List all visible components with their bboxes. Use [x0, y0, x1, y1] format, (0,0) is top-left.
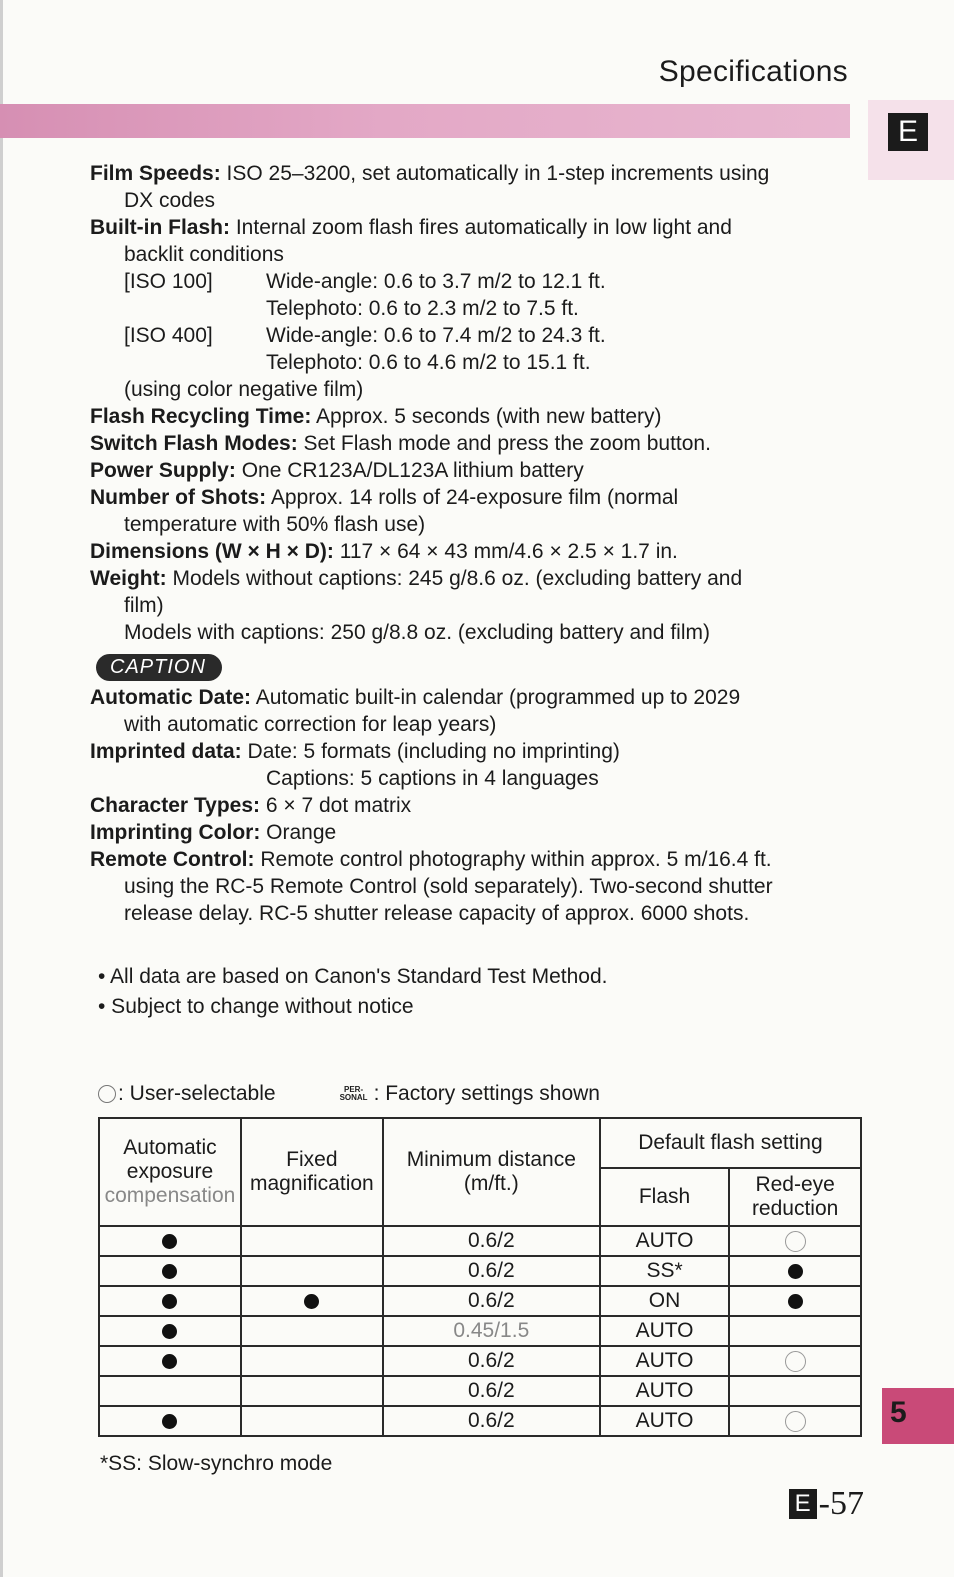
spec-character-types: Character Types: 6 × 7 dot matrix	[90, 794, 412, 817]
note-item: • Subject to change without notice	[98, 995, 414, 1018]
col-header-auto-exposure: Automatic exposure compensation	[99, 1118, 241, 1226]
col-header-red-eye: Red-eye reduction	[729, 1168, 861, 1226]
section-tab-e[interactable]: E	[888, 113, 928, 151]
user-selectable-icon	[785, 1411, 806, 1432]
spec-imprinted-data: Imprinted data: Date: 5 formats (including no imprinting)	[90, 740, 620, 763]
spec-film-speeds: Film Speeds: ISO 25–3200, set automatically in 1-step increments using	[90, 162, 770, 185]
flash-iso100-wide: [ISO 100] Wide-angle: 0.6 to 3.7 m/2 to 12.1 ft.	[124, 270, 606, 293]
user-selectable-icon	[785, 1231, 806, 1252]
selected-dot-icon	[162, 1324, 177, 1339]
flash-iso100-tele: Telephoto: 0.6 to 2.3 m/2 to 7.5 ft.	[266, 297, 579, 320]
table-row: 0.6/2 AUTO	[99, 1226, 861, 1256]
table-row: 0.6/2 ON	[99, 1286, 861, 1316]
selected-dot-icon	[162, 1234, 177, 1249]
notes-list	[98, 962, 607, 1022]
footnote: *SS: Slow-synchro mode	[100, 1452, 333, 1475]
spec-switch-flash: Switch Flash Modes: Set Flash mode and press the zoom button.	[90, 432, 711, 455]
table-legend: : User-selectable PER- SONAL : Factory settings shown	[98, 1082, 600, 1106]
selected-dot-icon	[162, 1414, 177, 1429]
table-row: 0.45/1.5 AUTO	[99, 1316, 861, 1346]
spec-automatic-date: Automatic Date: Automatic built-in calendar (programmed up to 2029	[90, 686, 741, 709]
page-edge	[0, 0, 3, 1577]
spec-imprinting-color: Imprinting Color: Orange	[90, 821, 337, 844]
flash-film-note: (using color negative film)	[124, 378, 364, 401]
header-bar	[0, 104, 850, 138]
table-row: 0.6/2 SS*	[99, 1256, 861, 1286]
spec-dimensions: Dimensions (W × H × D): 117 × 64 × 43 mm/4.6 × 2.5 × 1.7 in.	[90, 540, 678, 563]
selected-dot-icon	[304, 1294, 319, 1309]
col-header-minimum-distance: Minimum distance (m/ft.)	[383, 1118, 600, 1226]
page-number	[789, 1485, 864, 1523]
spec-weight: Weight: Models without captions: 245 g/8.6 oz. (excluding battery and	[90, 567, 743, 590]
flash-settings-table	[98, 1117, 862, 1437]
note-item: • All data are based on Canon's Standard Test Method.	[98, 965, 608, 988]
page-number-value: -57	[818, 1485, 864, 1522]
selected-dot-icon	[788, 1294, 803, 1309]
flash-iso400-wide: [ISO 400] Wide-angle: 0.6 to 7.4 m/2 to 24.3 ft.	[124, 324, 606, 347]
selected-dot-icon	[162, 1354, 177, 1369]
table-row: 0.6/2 AUTO	[99, 1376, 861, 1406]
section-tab-5[interactable]: 5	[882, 1388, 954, 1444]
col-header-default-flash: Default flash setting	[600, 1118, 861, 1168]
table-row: 0.6/2 AUTO	[99, 1346, 861, 1376]
page-title: Specifications	[658, 55, 848, 88]
flash-iso400-tele: Telephoto: 0.6 to 4.6 m/2 to 15.1 ft.	[266, 351, 591, 374]
spec-remote-control: Remote Control: Remote control photography within approx. 5 m/16.4 ft.	[90, 848, 772, 871]
selected-dot-icon	[162, 1264, 177, 1279]
selected-dot-icon	[788, 1264, 803, 1279]
caption-badge: CAPTION	[96, 654, 222, 681]
user-selectable-icon	[98, 1085, 116, 1103]
personal-icon: PER- SONAL	[339, 1085, 368, 1102]
spec-number-of-shots: Number of Shots: Approx. 14 rolls of 24-exposure film (normal	[90, 486, 679, 509]
spec-recycling-time: Flash Recycling Time: Approx. 5 seconds (with new battery)	[90, 405, 662, 428]
spec-power-supply: Power Supply: One CR123A/DL123A lithium battery	[90, 459, 584, 482]
specifications-list: Film Speeds: ISO 25–3200, set automatically in 1-step increments using DX codes Built-in Flash: Internal zoom flash fires automatically in low light and backlit conditions [ISO 100] Wide-angle: 0.6 to 3.7 m/2 to 12.1 ft. Telephoto: 0.6 to 2.3 m/2 to 7.5 ft. [ISO 400] Wide-angle: 0.6 to 7.4 m/2 to 24.3 ft. Telephoto: 0.6 to 4.6 m/2 to 15.1 ft. (using color negative film) Flash Recycling Time: Approx. 5 seconds (with new battery) Switch Flash Modes: Set Flash mode and press the zoom button. Power Supply: One CR123A/DL123A lithium battery Number of Shots: Approx. 14 rolls of 24-exposure film (normal temperature with 50% flash use) Dimensions (W × H × D): 117 × 64 × 43 mm/4.6 × 2.5 × 1.7 in. Weight: Models without captions: 245 g/8.6 oz. (excluding battery and film) Models with captions: 250 g/8.8 oz. (excluding battery and film) CAPTION Automatic Date: Automatic built-in calendar (programmed up to 2029 with automatic correction for leap years) Imprinted data: Date: 5 formats (including no imprinting) Captions: 5 captions in 4 languages Character Types: 6 × 7 dot matrix Imprinting Color: Orange Remote Control: Remote control photography within approx. 5 m/16.4 ft. using the RC-5 Remote Control (sold separately). Two-second shutter release delay. RC-5 shutter release capacity of approx. 6000 shots.	[90, 160, 850, 927]
spec-built-in-flash: Built-in Flash: Internal zoom flash fires automatically in low light and	[90, 216, 732, 239]
selected-dot-icon	[162, 1294, 177, 1309]
col-header-flash: Flash	[600, 1168, 729, 1226]
page-prefix: E	[789, 1489, 817, 1519]
table-row: 0.6/2 AUTO	[99, 1406, 861, 1436]
user-selectable-icon	[785, 1351, 806, 1372]
col-header-fixed-magnification: Fixed magnification	[241, 1118, 383, 1226]
